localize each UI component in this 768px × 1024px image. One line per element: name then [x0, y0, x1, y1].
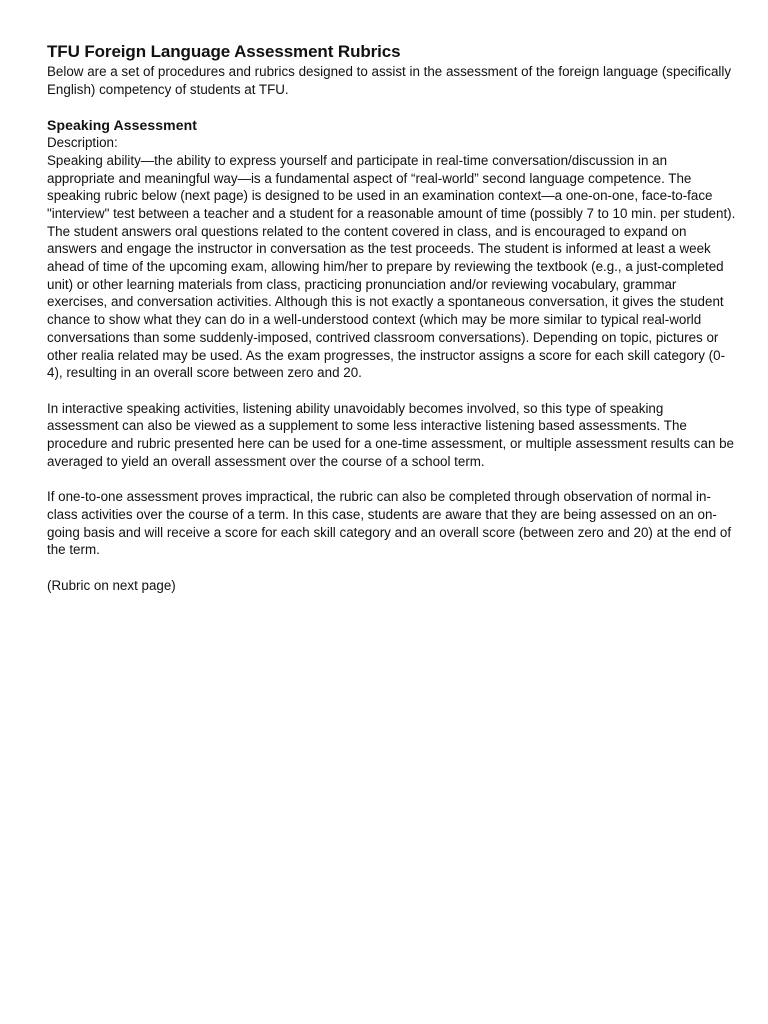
- rubric-next-page-note: (Rubric on next page): [47, 577, 176, 593]
- description-label: Description:: [47, 135, 118, 151]
- document-page: [47, 41, 737, 594]
- document-title: TFU Foreign Language Assessment Rubrics: [47, 42, 401, 61]
- speaking-assessment-heading: Speaking Assessment: [47, 117, 198, 134]
- speaking-paragraph-2: In interactive speaking activities, listening ability unavoidably becomes involved, so this type of speaking assessment can also be viewed as a supplement to some less interactive listening based assessments. The procedure and rubric presented here can be used for a one-time assessment, or multiple assessment results can be averaged to yield an overall assessment over the course of a school term.: [47, 400, 735, 469]
- intro-paragraph: Below are a set of procedures and rubrics designed to assist in the assessment of the foreign language (specifically English) competency of students at TFU.: [47, 64, 732, 97]
- speaking-paragraph-3: If one-to-one assessment proves impractical, the rubric can also be completed through observation of normal in-class activities over the course of a term. In this case, students are aware that they are being assessed on an on-going basis and will receive a score for each skill category and an overall score (between zero and 20) at the end of the term.: [47, 489, 732, 558]
- speaking-paragraph-1: Speaking ability—the ability to express yourself and participate in real-time conversation/discussion in an appropriate and meaningful way—is a fundamental aspect of “real-world” second language competence. The speaking rubric below (next page) is designed to be used in an examination context—a one-on-one, face-to-face "interview" test between a teacher and a student for a reasonable amount of time (possibly 7 to 10 min. per student). The student answers oral questions related to the content covered in class, and is encouraged to expand on answers and engage the instructor in conversation as the test proceeds. The student is informed at least a week ahead of time of the upcoming exam, allowing him/her to prepare by reviewing the textbook (e.g., a just-completed unit) or other learning materials from class, practicing pronunciation and/or reviewing vocabulary, grammar exercises, and conversation activities. Although this is not exactly a spontaneous conversation, it gives the student chance to show what they can do in a well-understood context (which may be more similar to typical real-world conversations than some suddenly-imposed, contrived classroom conversations). Depending on topic, pictures or other realia related may be used. As the exam progresses, the instructor assigns a score for each skill category (0-4), resulting in an overall score between zero and 20.: [47, 152, 736, 381]
